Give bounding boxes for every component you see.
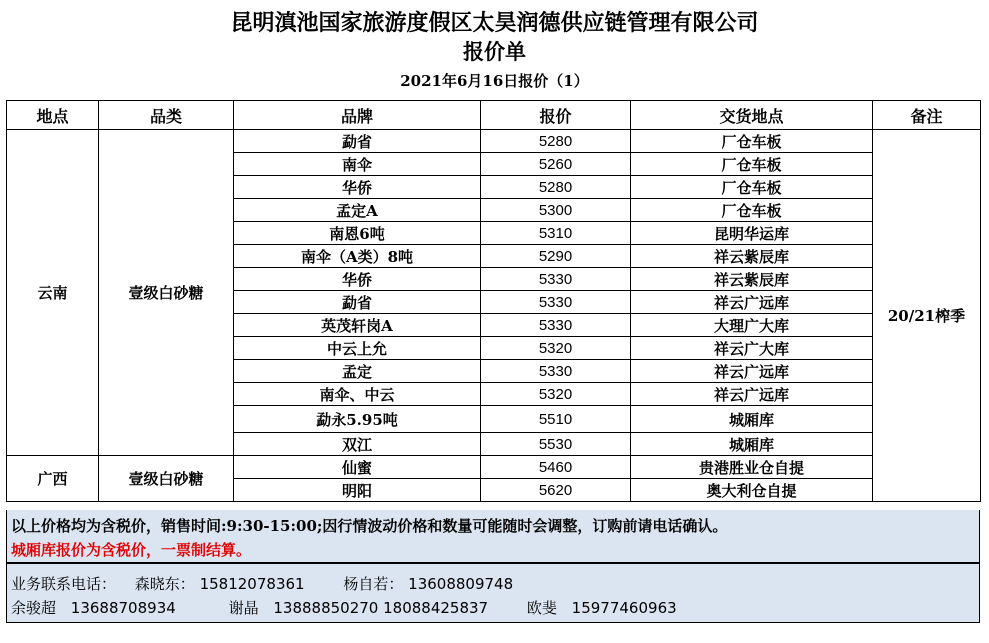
price-cell: 5280 <box>481 130 631 153</box>
contacts-row-2 <box>11 597 677 618</box>
price-cell: 5530 <box>481 433 631 456</box>
document-title: 报价单 <box>463 39 526 64</box>
price-cell: 5280 <box>481 176 631 199</box>
price-cell: 5460 <box>481 456 631 479</box>
price-cell: 5290 <box>481 245 631 268</box>
brand-cell: 华侨 <box>234 176 481 199</box>
delivery-cell: 昆明华运库 <box>631 222 873 245</box>
price-cell: 5300 <box>481 199 631 222</box>
delivery-cell: 祥云广远库 <box>631 360 873 383</box>
brand-cell: 双江 <box>234 433 481 456</box>
category-cell: 壹级白砂糖 <box>99 130 234 456</box>
price-cell: 5330 <box>481 291 631 314</box>
col-header-location: 地点 <box>7 101 99 130</box>
contacts-panel <box>6 563 980 623</box>
brand-cell: 中云上允 <box>234 337 481 360</box>
price-table <box>6 100 981 502</box>
delivery-cell: 祥云广大库 <box>631 337 873 360</box>
table-header-row <box>7 101 981 130</box>
contact-name: 杨自若： <box>343 575 404 593</box>
brand-cell: 明阳 <box>234 479 481 502</box>
brand-cell: 南伞（A类）8吨 <box>234 245 481 268</box>
delivery-cell: 厂仓车板 <box>631 199 873 222</box>
price-cell: 5330 <box>481 360 631 383</box>
location-cell: 广西 <box>7 456 99 502</box>
delivery-cell: 城厢库 <box>631 433 873 456</box>
brand-cell: 南伞 <box>234 153 481 176</box>
price-cell: 5510 <box>481 406 631 433</box>
remark-cell: 20/21榨季 <box>873 130 981 502</box>
settlement-note: 城厢库报价为含税价，一票制结算。 <box>11 541 252 559</box>
brand-cell: 华侨 <box>234 268 481 291</box>
category-cell: 壹级白砂糖 <box>99 456 234 502</box>
delivery-cell: 祥云紫辰库 <box>631 268 873 291</box>
delivery-cell: 厂仓车板 <box>631 176 873 199</box>
table-row <box>7 130 981 153</box>
contact-phone: 15977460963 <box>571 599 677 617</box>
delivery-cell: 贵港胜业仓自提 <box>631 456 873 479</box>
delivery-cell: 城厢库 <box>631 406 873 433</box>
contacts-label: 业务联系电话： <box>11 575 117 593</box>
brand-cell: 勐永5.95吨 <box>234 406 481 433</box>
quote-date: 2021年6月16日报价（1） <box>400 72 589 90</box>
contact-name: 森晓东： <box>134 575 195 593</box>
table-row <box>7 456 981 479</box>
price-cell: 5310 <box>481 222 631 245</box>
contacts-row-1 <box>11 573 513 594</box>
delivery-cell: 厂仓车板 <box>631 153 873 176</box>
brand-cell: 南伞、中云 <box>234 383 481 406</box>
price-cell: 5260 <box>481 153 631 176</box>
brand-cell: 英茂轩岗A <box>234 314 481 337</box>
brand-cell: 勐省 <box>234 291 481 314</box>
delivery-cell: 奥大利仓自提 <box>631 479 873 502</box>
price-cell: 5620 <box>481 479 631 502</box>
notes-panel <box>6 510 980 563</box>
contact-name: 欧斐 <box>526 599 557 617</box>
brand-cell: 勐省 <box>234 130 481 153</box>
brand-cell: 南恩6吨 <box>234 222 481 245</box>
price-cell: 5330 <box>481 268 631 291</box>
tax-note: 以上价格均为含税价，销售时间:9:30-15:00;因行情波动价格和数量可能随时会调整，订购前请电话确认。 <box>11 517 728 535</box>
delivery-cell: 厂仓车板 <box>631 130 873 153</box>
col-header-category: 品类 <box>99 101 234 130</box>
brand-cell: 孟定 <box>234 360 481 383</box>
contact-phone: 13688708934 <box>70 599 176 617</box>
brand-cell: 仙蜜 <box>234 456 481 479</box>
contact-name: 余骏超 <box>11 599 57 617</box>
contact-phone: 15812078361 <box>199 575 305 593</box>
location-cell: 云南 <box>7 130 99 456</box>
col-header-delivery: 交货地点 <box>631 101 873 130</box>
delivery-cell: 祥云广远库 <box>631 383 873 406</box>
contact-name: 谢晶 <box>228 599 259 617</box>
delivery-cell: 祥云广远库 <box>631 291 873 314</box>
price-cell: 5320 <box>481 337 631 360</box>
delivery-cell: 大理广大库 <box>631 314 873 337</box>
contact-phone: 13608809748 <box>408 575 514 593</box>
company-title: 昆明滇池国家旅游度假区太昊润德供应链管理有限公司 <box>230 10 759 36</box>
contact-phone: 13888850270 18088425837 <box>273 599 489 617</box>
col-header-price: 报价 <box>481 101 631 130</box>
price-cell: 5330 <box>481 314 631 337</box>
delivery-cell: 祥云紫辰库 <box>631 245 873 268</box>
col-header-brand: 品牌 <box>234 101 481 130</box>
brand-cell: 孟定A <box>234 199 481 222</box>
col-header-remark: 备注 <box>873 101 981 130</box>
price-cell: 5320 <box>481 383 631 406</box>
